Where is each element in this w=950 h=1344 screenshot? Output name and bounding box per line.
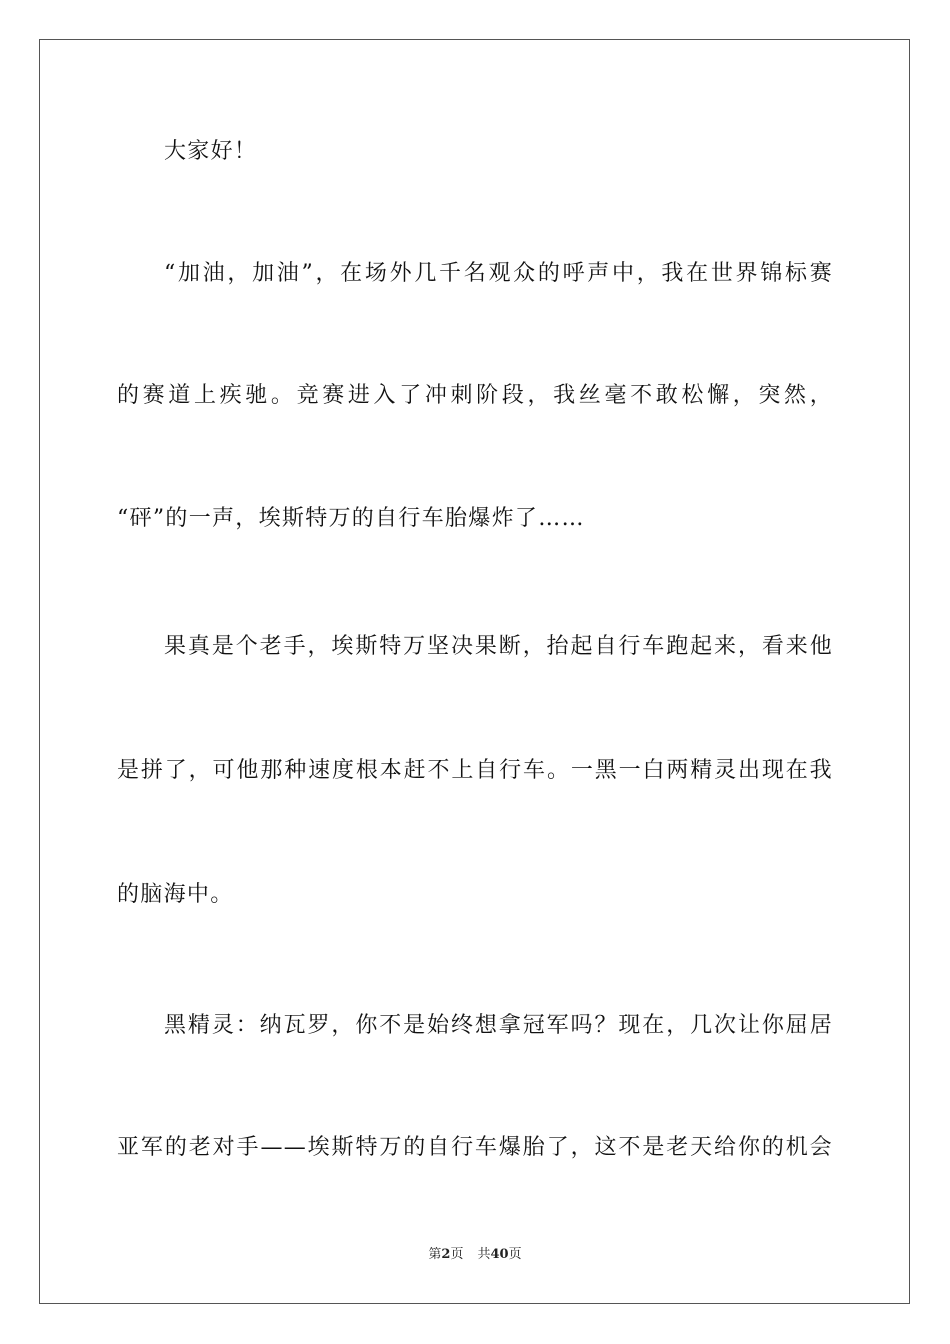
paragraph-line-greeting: 大家好！ <box>164 139 258 164</box>
paragraph-line-3: “砰”的一声，埃斯特万的自行车胎爆炸了…… <box>117 506 585 531</box>
page-suffix: 页 <box>450 1247 464 1262</box>
page-footer <box>0 1246 950 1264</box>
total-pages: 40 <box>490 1247 509 1262</box>
paragraph-line-2: 的赛道上疾驰。竞赛进入了冲刺阶段，我丝毫不敢松懈，突然， <box>117 383 833 408</box>
page-frame <box>39 39 910 1304</box>
paragraph-line-6: 的脑海中。 <box>117 882 234 907</box>
paragraph-line-7: 黑精灵：纳瓦罗，你不是始终想拿冠军吗？现在，几次让你屈居 <box>164 1013 833 1038</box>
paragraph-line-5: 是拼了，可他那种速度根本赶不上自行车。一黑一白两精灵出现在我 <box>117 758 833 783</box>
paragraph-line-8: 亚军的老对手——埃斯特万的自行车爆胎了，这不是老天给你的机会 <box>117 1135 833 1160</box>
paragraph-line-4: 果真是个老手，埃斯特万坚决果断，抬起自行车跑起来，看来他 <box>164 634 833 659</box>
total-prefix: 共 <box>477 1247 491 1262</box>
paragraph-line-1: “加油，加油”，在场外几千名观众的呼声中，我在世界锦标赛 <box>164 261 833 286</box>
total-suffix: 页 <box>508 1247 522 1262</box>
page-number: 2 <box>441 1247 451 1262</box>
page-prefix: 第 <box>428 1247 442 1262</box>
